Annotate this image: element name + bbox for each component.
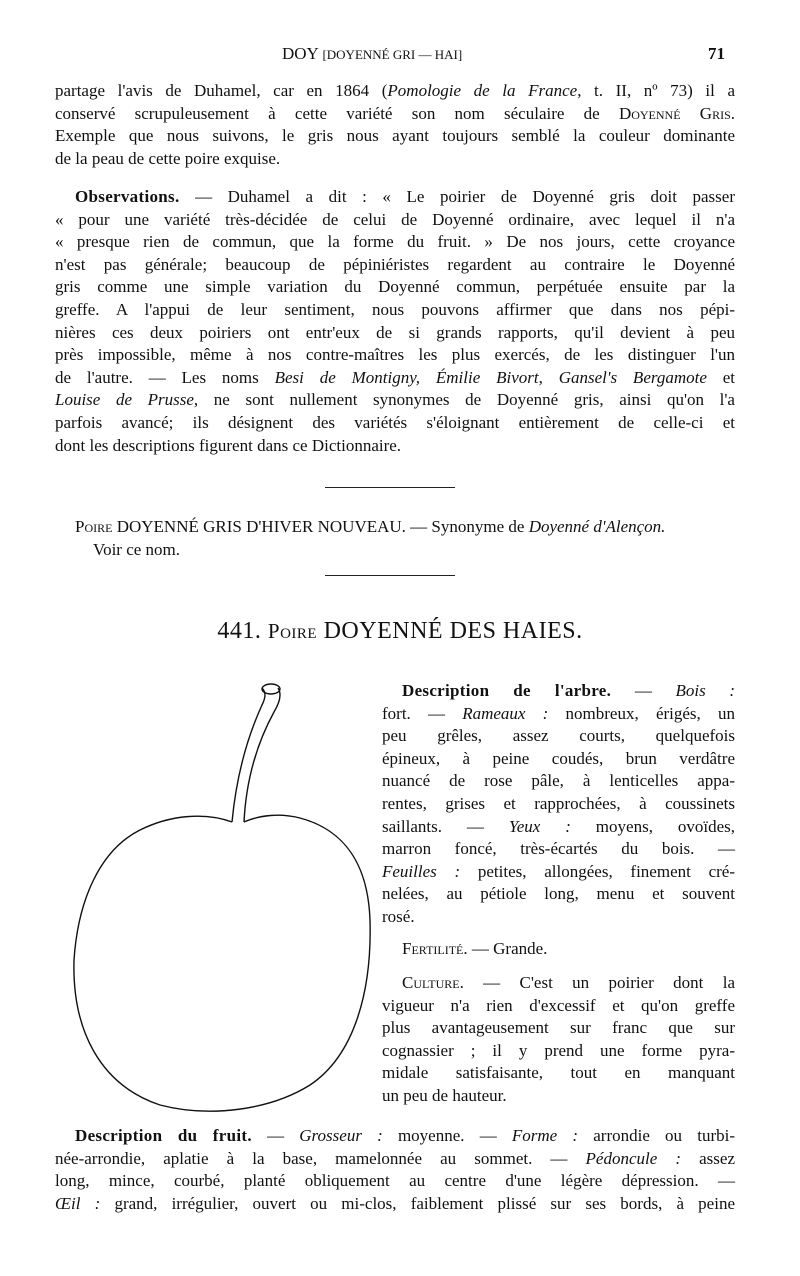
- text-segment: Voir ce nom.: [93, 539, 181, 559]
- text-line: [382, 861, 735, 884]
- text-line: [55, 254, 735, 277]
- text-line: [382, 770, 735, 793]
- text-line: [55, 1125, 735, 1148]
- pear-outline: [74, 815, 370, 1111]
- text-segment: « pour une variété très-décidée de celui de Doyenné ordinaire, avec lequel il n'a: [55, 209, 735, 229]
- italic-term: Besi de Montigny, Émilie Bivort: [274, 367, 539, 387]
- pear-stem: [232, 688, 280, 822]
- entry-title: [0, 618, 800, 645]
- text-line: [382, 748, 735, 771]
- entry-poire: Poire: [267, 619, 318, 643]
- text-line: [382, 793, 735, 816]
- text-line: [55, 1170, 735, 1193]
- text-line: [55, 1193, 735, 1216]
- text-segment: saillants. —: [382, 816, 509, 836]
- text-line: [55, 231, 735, 254]
- text-line: [55, 344, 735, 367]
- text-segment: —: [611, 681, 676, 700]
- text-segment: peu grêles, assez courts, quelquefois: [382, 726, 735, 746]
- text-segment: un peu de hauteur.: [382, 1085, 507, 1105]
- text-segment: vigueur n'a rien d'excessif et qu'on greffe: [382, 995, 735, 1015]
- text-segment: dont les descriptions figurent dans ce Dictionnaire.: [55, 435, 402, 455]
- paragraph-tree-description: [382, 680, 735, 929]
- italic-term: Œil :: [55, 1193, 101, 1213]
- text-segment: conservé scrupuleusement à cette variété son nom séculaire de: [55, 103, 619, 123]
- text-segment: rosé.: [382, 906, 415, 926]
- text-segment: , ne sont nullement synonymes de Doyenné gris, ainsi qu'on l'a: [193, 390, 735, 410]
- text-line: [382, 972, 735, 995]
- text-segment: parfois avancé; ils désignent des variétés s'éloignant entièrement de celle-ci et: [55, 412, 735, 432]
- text-line: [382, 883, 735, 906]
- section-heading: Description de l'arbre.: [402, 681, 612, 700]
- text-segment: partage l'avis de Duhamel, car en 1864 (: [55, 81, 388, 100]
- text-segment: — C'est un poirier dont la: [463, 973, 735, 992]
- paragraph-fruit-description: [55, 1125, 735, 1215]
- italic-term: Grosseur :: [299, 1126, 383, 1145]
- text-segment: moyenne. —: [382, 1126, 512, 1145]
- text-line: [55, 389, 735, 412]
- italic-term: Louise de Prusse: [55, 390, 194, 410]
- italic-term: Pédoncule :: [585, 1148, 682, 1168]
- text-segment: marron foncé, très-écartés du bois. —: [382, 839, 735, 859]
- paragraph-synonym: [55, 516, 735, 561]
- small-caps-term: Poire: [75, 517, 113, 536]
- small-caps-term: Doyenné Gris.: [618, 103, 735, 123]
- italic-term: Forme :: [511, 1126, 579, 1145]
- text-line: [55, 103, 735, 126]
- section-divider: [325, 575, 455, 576]
- section-heading: Description du fruit.: [75, 1126, 252, 1145]
- text-segment: midale satisfaisante, tout en manquant: [382, 1063, 735, 1083]
- text-line: [382, 1062, 735, 1085]
- italic-term: Yeux :: [508, 816, 571, 836]
- text-segment: long, mince, courbé, planté obliquement au centre d'une légère dépression. —: [55, 1171, 735, 1191]
- paragraph-observations: [55, 186, 735, 457]
- italic-term: Pomologie de la France: [387, 81, 578, 100]
- text-segment: petites, allongées, finement cré-: [460, 861, 735, 881]
- text-segment: de la peau de cette poire exquise.: [55, 148, 281, 168]
- text-line: [55, 186, 735, 209]
- text-line: [382, 838, 735, 861]
- paragraph-culture: [382, 972, 735, 1108]
- text-segment: « presque rien de commun, que la forme du fruit. » De nos jours, cette croyance: [55, 232, 735, 252]
- text-segment: , t. II, nº 73) il a: [577, 81, 735, 100]
- text-line: [382, 906, 735, 929]
- text-line: [55, 209, 735, 232]
- text-line: [55, 1148, 735, 1171]
- text-line: [55, 539, 735, 562]
- text-segment: et: [706, 367, 736, 387]
- section-heading: Observations.: [75, 187, 180, 206]
- entry-name: DOYENNÉ DES HAIES.: [323, 618, 583, 644]
- text-segment: nombreux, érigés, un: [548, 703, 735, 723]
- text-line: [55, 367, 735, 390]
- text-segment: de l'autre. — Les noms: [55, 367, 275, 387]
- running-title-range: [DOYENNÉ GRI — HAI]: [322, 47, 463, 62]
- running-header: [0, 44, 800, 68]
- running-title: [282, 44, 462, 64]
- text-line: [382, 725, 735, 748]
- text-segment: rentes, grises et rapprochées, à coussinets: [382, 793, 735, 813]
- section-divider: [325, 487, 455, 488]
- pear-stem-tip: [262, 684, 280, 694]
- text-segment: plus avantageusement sur franc que sur: [382, 1018, 735, 1038]
- text-line: [55, 148, 735, 171]
- text-line: [55, 276, 735, 299]
- text-line: [55, 516, 735, 539]
- text-line: [55, 322, 735, 345]
- text-segment: — Grande.: [467, 939, 548, 958]
- text-segment: —: [251, 1126, 300, 1145]
- text-line: [382, 1017, 735, 1040]
- italic-term: Rameaux :: [462, 703, 549, 723]
- text-segment: nuancé de rose pâle, à lenticelles appa-: [382, 771, 735, 791]
- text-line: [55, 412, 735, 435]
- text-segment: nières ces deux poiriers ont entr'eux de si grands rapports, qu'il devient à peu: [55, 322, 735, 342]
- text-line: [382, 703, 735, 726]
- text-segment: née-arrondie, aplatie à la base, mamelonnée au sommet. —: [55, 1148, 586, 1168]
- text-segment: Exemple que nous suivons, le gris nous ayant toujours semblé la couleur dominante: [55, 126, 735, 146]
- text-segment: assez: [681, 1148, 735, 1168]
- text-segment: ,: [538, 367, 559, 387]
- text-segment: greffe. A l'appui de leur sentiment, nous pouvons affirmer que dans nos pépi-: [55, 299, 735, 319]
- text-line: [382, 995, 735, 1018]
- text-line: [55, 435, 735, 458]
- text-line: [55, 125, 735, 148]
- entry-number: 441.: [217, 618, 262, 644]
- italic-term: Gansel's Bergamote: [558, 367, 707, 387]
- text-segment: arrondie ou turbi-: [578, 1126, 736, 1145]
- text-segment: gris comme une simple variation du Doyenné commun, perpétuée ensuite par la: [55, 277, 735, 297]
- small-caps-term: Culture.: [402, 973, 464, 992]
- running-title-main: DOY: [282, 44, 319, 63]
- paragraph-fertility: [382, 938, 735, 961]
- page-number: 71: [708, 44, 725, 63]
- text-segment: épineux, à peine coudés, brun verdâtre: [382, 748, 735, 768]
- text-segment: DOYENNÉ GRIS D'HIVER NOUVEAU. — Synonyme de: [112, 517, 529, 536]
- italic-term: Feuilles :: [382, 861, 461, 881]
- text-line: [382, 680, 735, 703]
- paragraph-intro: [55, 80, 735, 170]
- italic-term: Doyenné d'Alençon.: [528, 517, 666, 536]
- text-segment: nelées, au pétiole long, menu et souvent: [382, 884, 735, 904]
- text-line: [382, 938, 735, 961]
- text-segment: fort. —: [382, 703, 463, 723]
- text-line: [55, 80, 735, 103]
- text-line: [382, 816, 735, 839]
- text-segment: moyens, ovoïdes,: [570, 816, 735, 836]
- text-line: [382, 1040, 735, 1063]
- text-segment: près impossible, même à nos contre-maîtres les plus exercés, de les distinguer l'un: [55, 345, 735, 365]
- text-line: [382, 1085, 735, 1108]
- italic-term: Bois :: [675, 681, 736, 700]
- text-segment: cognassier ; il y prend une forme pyra-: [382, 1040, 735, 1060]
- text-segment: grand, irrégulier, ouvert ou mi-clos, faiblement plissé sur ses bords, à peine: [100, 1193, 735, 1213]
- small-caps-term: Fertilité.: [402, 939, 468, 958]
- text-line: [55, 299, 735, 322]
- text-segment: — Duhamel a dit : « Le poirier de Doyenné gris doit passer: [179, 187, 735, 206]
- text-segment: n'est pas générale; beaucoup de pépiniéristes regardent au contraire le Doyenné: [55, 254, 735, 274]
